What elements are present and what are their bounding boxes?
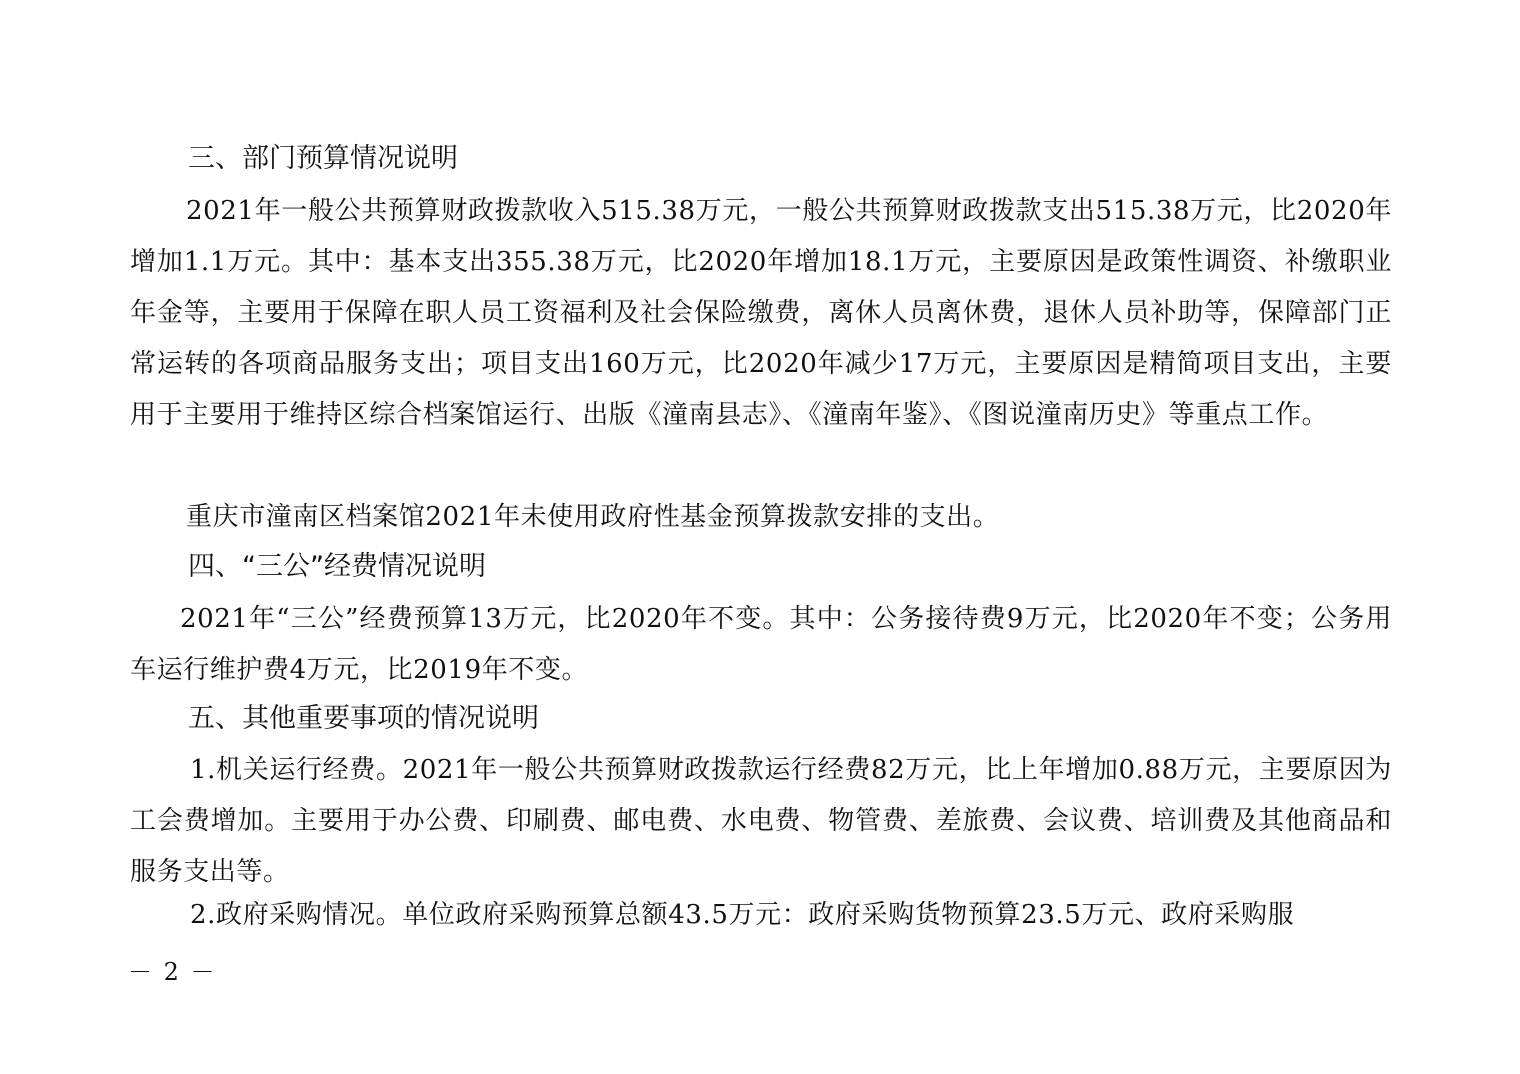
section-5-heading: 五、其他重要事项的情况说明 xyxy=(188,703,539,734)
section-3-heading: 三、部门预算情况说明 xyxy=(188,143,458,174)
section-3-paragraph-budget: 2021年一般公共预算财政拨款收入515.38万元，一般公共预算财政拨款支出515.38万元，比2020年增加1.1万元。其中：基本支出355.38万元，比2020年增加18.1万元，主要原因是政策性调资、补缴职业年金等，主要用于保障在职人员工资福利及社会保险缴费，离休人员离休费，退休人员补助等，保障部门正常运转的各项商品服务支出；项目支出160万元，比2020年减少17万元，主要原因是精简项目支出，主要用于主要用于维持区综合档案馆运行、出版《潼南县志》、《潼南年鉴》、《图说潼南历史》等重点工作。 xyxy=(130,196,1392,430)
section-4-paragraph-three-public: 2021年“三公”经费预算13万元，比2020年不变。其中：公务接待费9万元，比2020年不变；公务用车运行维护费4万元，比2019年不变。 xyxy=(130,604,1392,685)
section-5-paragraph-procurement: 2.政府采购情况。单位政府采购预算总额43.5万元：政府采购货物预算23.5万元、政府采购服 xyxy=(190,900,1295,930)
page-number: － 2 － xyxy=(128,958,217,986)
section-4-heading: 四、“三公”经费情况说明 xyxy=(188,551,486,582)
section-3-paragraph-fund: 重庆市潼南区档案馆2021年未使用政府性基金预算拨款安排的支出。 xyxy=(186,502,1000,532)
section-5-paragraph-operating-funds: 1.机关运行经费。2021年一般公共预算财政拨款运行经费82万元，比上年增加0.88万元，主要原因为工会费增加。主要用于办公费、印刷费、邮电费、水电费、物管费、差旅费、会议费、培训费及其他商品和服务支出等。 xyxy=(130,755,1392,887)
